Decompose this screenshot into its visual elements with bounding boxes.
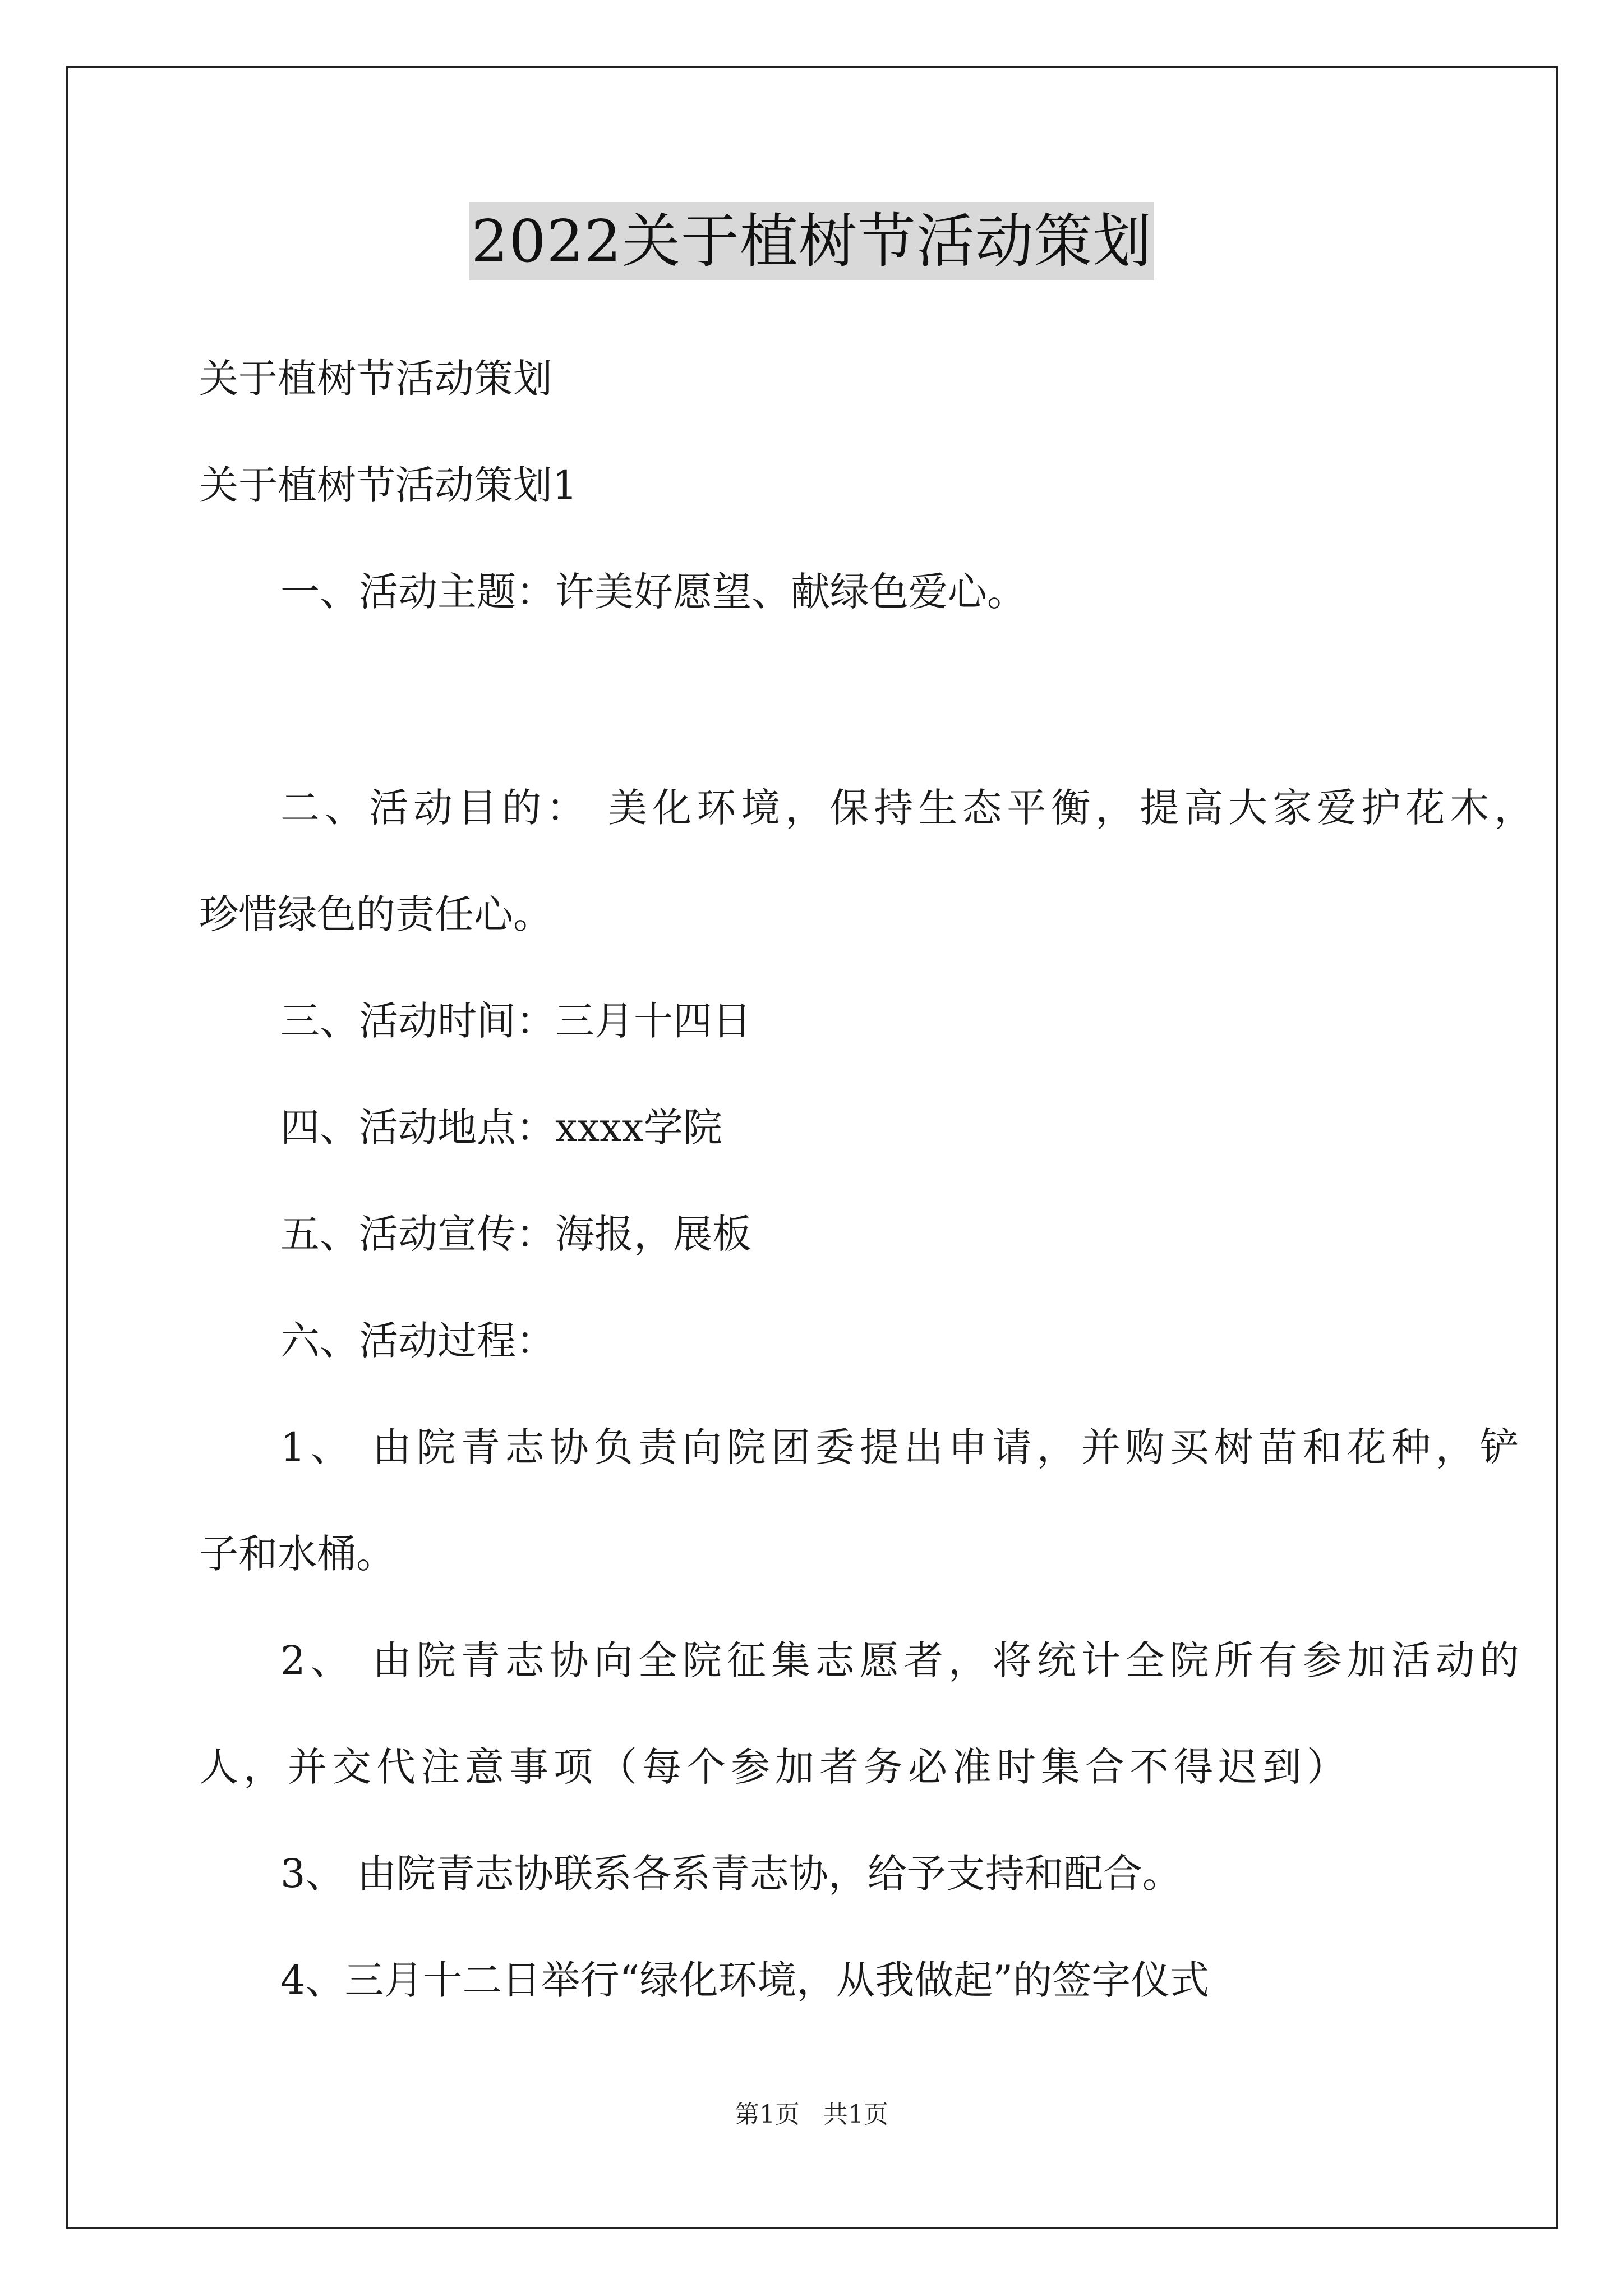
page-footer [0,2098,1623,2132]
paragraph-time: 三、活动时间：三月十四日 [280,998,751,1044]
section-heading: 关于植树节活动策划1 [199,462,578,508]
page-total: 共1页 [823,2100,888,2129]
paragraph-purpose: 二、活动目的： 美化环境，保持生态平衡，提高大家爱护花木， [280,785,1539,831]
subtitle-line: 关于植树节活动策划 [199,356,552,402]
document-title: 2022关于植树节活动策划 [469,202,1154,280]
paragraph-publicity: 五、活动宣传：海报，展板 [280,1211,751,1257]
list-item-4: 4、三月十二日举行“绿化环境，从我做起”的签字仪式 [280,1957,1210,2003]
list-item-1-cont: 子和水桶。 [199,1531,395,1577]
title-container [0,202,1623,280]
paragraph-process: 六、活动过程： [280,1318,555,1364]
paragraph-purpose-cont: 珍惜绿色的责任心。 [199,891,552,937]
list-item-3: 3、 由院青志协联系各系青志协，给予支持和配合。 [280,1851,1182,1897]
page-number: 第1页 [735,2100,800,2129]
paragraph-theme: 一、活动主题：许美好愿望、献绿色爱心。 [280,569,1026,615]
paragraph-location: 四、活动地点：xxxx学院 [280,1105,722,1151]
list-item-2-cont: 人，并交代注意事项（每个参加者务必准时集合不得迟到） [199,1744,1351,1790]
list-item-2: 2、 由院青志协向全院征集志愿者，将统计全院所有参加活动的 [280,1637,1524,1683]
list-item-1: 1、 由院青志协负责向院团委提出申请，并购买树苗和花种，铲 [280,1424,1524,1470]
